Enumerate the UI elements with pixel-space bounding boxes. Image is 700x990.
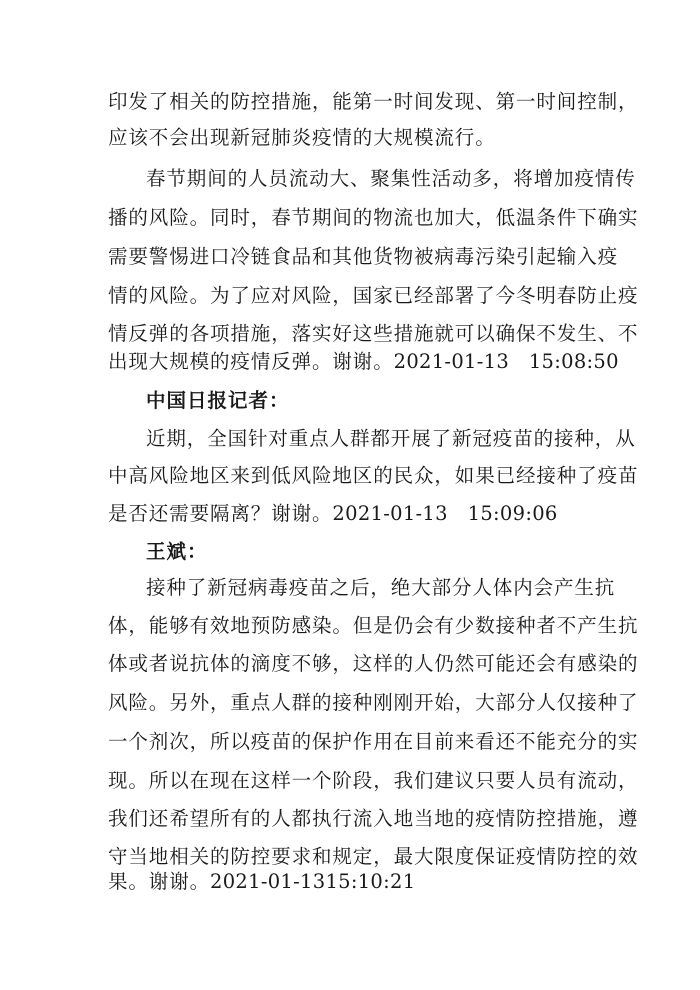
speaker-label: 王斌： bbox=[146, 540, 208, 563]
text-line: 播的风险。同时，春节期间的物流也加大，低温条件下确实 bbox=[108, 206, 639, 229]
timestamp: 2021-01-1315:10:21 bbox=[210, 870, 416, 893]
text-segment: 出现大规模的疫情反弹。谢谢。 bbox=[108, 350, 394, 373]
text-line: 风险。另外，重点人群的接种刚刚开始，大部分人仅接种了 bbox=[108, 691, 639, 714]
text-segment: 是否还需要隔离？谢谢。 bbox=[108, 502, 333, 525]
text-line: 情反弹的各项措施，落实好这些措施就可以确保不发生、不 bbox=[108, 322, 639, 345]
text-line: 中高风险地区来到低风险地区的民众，如果已经接种了疫苗 bbox=[108, 464, 639, 487]
text-line: 印发了相关的防控措施，能第一时间发现、第一时间控制， bbox=[108, 90, 639, 113]
text-line: 应该不会出现新冠肺炎疫情的大规模流行。 bbox=[108, 126, 496, 149]
speaker-label: 中国日报记者： bbox=[146, 389, 290, 412]
text-line: 情的风险。为了应对风险，国家已经部署了今冬明春防止疫 bbox=[108, 284, 639, 307]
text-line: 接种了新冠病毒疫苗之后，绝大部分人体内会产生抗 bbox=[146, 576, 616, 599]
text-line bbox=[108, 348, 619, 376]
text-line: 春节期间的人员流动大、聚集性活动多，将增加疫情传 bbox=[146, 167, 636, 190]
text-line: 一个剂次，所以疫苗的保护作用在目前来看还不能充分的实 bbox=[108, 730, 639, 753]
text-segment: 果。谢谢。 bbox=[108, 870, 211, 893]
timestamp: 2021-01-13 15:09:06 bbox=[332, 502, 558, 525]
text-line bbox=[108, 868, 415, 896]
text-line: 体，能够有效地预防感染。但是仍会有少数接种者不产生抗 bbox=[108, 614, 639, 637]
text-line: 现。所以在现在这样一个阶段，我们建议只要人员有流动， bbox=[108, 769, 639, 792]
text-line: 我们还希望所有的人都执行流入地当地的疫情防控措施，遵 bbox=[108, 807, 639, 830]
timestamp: 2021-01-13 15:08:50 bbox=[393, 350, 619, 373]
text-line: 守当地相关的防控要求和规定，最大限度保证疫情防控的效 bbox=[108, 845, 639, 868]
text-line: 需要警惕进口冷链食品和其他货物被病毒污染引起输入疫 bbox=[108, 245, 619, 268]
text-line: 近期，全国针对重点人群都开展了新冠疫苗的接种，从 bbox=[146, 427, 636, 450]
text-line: 体或者说抗体的滴度不够，这样的人仍然可能还会有感染的 bbox=[108, 652, 639, 675]
text-line bbox=[108, 500, 558, 528]
